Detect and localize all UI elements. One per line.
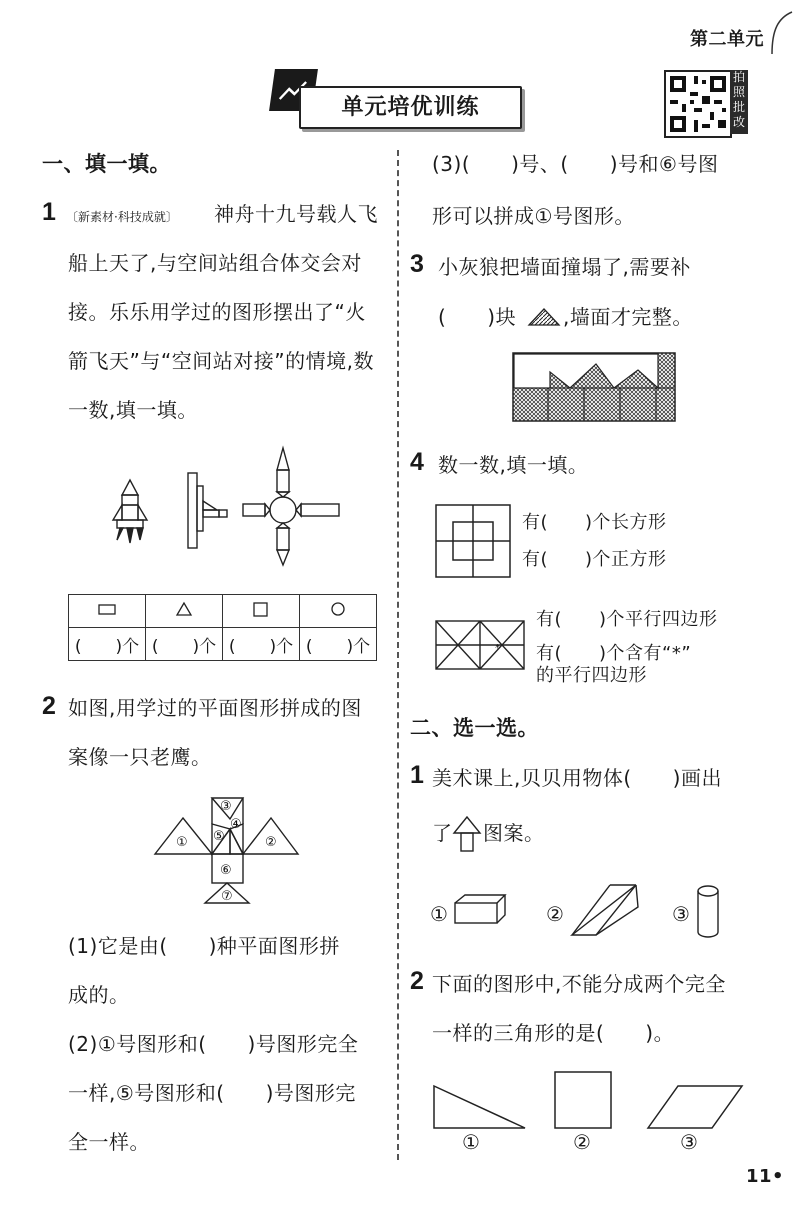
rocket-square [122, 495, 138, 505]
option-label[interactable]: ② [573, 1130, 592, 1154]
option-label[interactable]: ① [462, 1130, 481, 1154]
figure-label: ⑦ [221, 889, 233, 904]
hatched-triangle-icon [527, 305, 561, 327]
broken-wall-figure [512, 352, 676, 422]
answer-cell[interactable]: ( )个 [300, 628, 377, 661]
question-text: 一样的三角形的是( )。 [432, 1021, 675, 1045]
cuboid-option[interactable] [453, 893, 509, 927]
rocket-station-figure [100, 440, 390, 585]
column-divider [397, 150, 399, 1160]
rocket-nose-triangle [122, 480, 138, 495]
option-label[interactable]: ③ [680, 1130, 699, 1154]
answer-cell[interactable]: ( )个 [69, 628, 146, 661]
rectangle-icon [97, 602, 117, 616]
question-text: 美术课上,贝贝用物体( )画出 [432, 766, 722, 790]
question-text: 了 [432, 821, 453, 845]
rocket-body-rect [122, 505, 138, 520]
table-header-cell [300, 595, 377, 628]
unit-label: 第二单元 [690, 29, 764, 50]
question-text: 接。乐乐用学过的图形摆出了“火 [68, 300, 366, 324]
parallelogram-option[interactable] [646, 1082, 744, 1132]
house-shape-icon [452, 815, 482, 855]
nested-squares-figure [434, 503, 514, 579]
figure-label: ② [265, 835, 277, 850]
shape-count-table [68, 594, 377, 661]
option-label[interactable]: ② [546, 902, 565, 926]
section-heading-choose: 二、选一选。 [410, 716, 539, 740]
cylinder-option[interactable] [696, 884, 722, 940]
square-icon [251, 601, 271, 617]
eagle-figure [150, 790, 305, 910]
table-header-cell [223, 595, 300, 628]
answer-blank[interactable]: 有( )个含有“*” [536, 643, 692, 664]
question-text: 船上天了,与空间站组合体交会对 [68, 251, 362, 275]
sub-question: 形可以拼成①号图形。 [432, 204, 635, 228]
triangle-icon [174, 601, 194, 617]
question-number: 1 [42, 198, 57, 226]
question-number: 2 [42, 692, 57, 720]
figure-label: ① [176, 835, 188, 850]
question-text: 案像一只老鹰。 [68, 745, 212, 769]
table-header-cell [146, 595, 223, 628]
question-text: 小灰狼把墙面撞塌了,需要补 [438, 255, 691, 279]
sub-question: 全一样。 [68, 1130, 150, 1154]
square-option[interactable] [553, 1070, 613, 1130]
sub-question: (1)它是由( )种平面图形拼 [68, 934, 340, 958]
question-text: 箭飞天”与“空间站对接”的情境,数 [68, 349, 374, 373]
figure-label: ④ [230, 817, 242, 832]
question-number: 4 [410, 448, 425, 476]
qr-code[interactable] [664, 70, 732, 138]
answer-blank[interactable]: 有( )个长方形 [522, 512, 667, 533]
table-header-cell [69, 595, 146, 628]
question-text: 一数,填一填。 [68, 398, 198, 422]
figure-label: ⑥ [220, 863, 232, 878]
triangular-prism-option[interactable] [570, 883, 642, 939]
question-text: 下面的图形中,不能分成两个完全 [432, 972, 726, 996]
figure-label: ⑤ [213, 829, 225, 844]
section-heading-fill: 一、填一填。 [42, 152, 171, 176]
star-mark: * [495, 643, 500, 654]
answer-text: 的平行四边形 [536, 665, 647, 686]
question-number: 3 [410, 250, 425, 278]
question-number: 2 [410, 967, 425, 995]
sub-question: 成的。 [68, 983, 130, 1007]
question-text: 图案。 [483, 821, 545, 845]
answer-cell[interactable]: ( )个 [146, 628, 223, 661]
answer-blank[interactable]: 有( )个正方形 [522, 549, 667, 570]
page-number: 11• [746, 1166, 785, 1187]
answer-cell[interactable]: ( )个 [223, 628, 300, 661]
question-text: 数一数,填一填。 [438, 453, 589, 477]
answer-blank[interactable]: 有( )个平行四边形 [536, 609, 718, 630]
question-text: ,墙面才完整。 [563, 305, 693, 329]
question-number: 1 [410, 761, 425, 789]
corner-decoration [764, 10, 794, 60]
page-title: 单元培优训练 [299, 86, 522, 129]
question-text: 如图,用学过的平面图形拼成的图 [68, 696, 362, 720]
option-label[interactable]: ① [430, 902, 449, 926]
question-text: ( )块 [438, 305, 517, 329]
circle-icon [328, 601, 348, 617]
sub-question: (2)①号图形和( )号图形完全 [68, 1032, 359, 1056]
right-triangle-option[interactable] [432, 1082, 528, 1132]
option-label[interactable]: ③ [672, 902, 691, 926]
sub-question: 一样,⑤号图形和( )号图形完 [68, 1081, 356, 1105]
figure-label: ③ [220, 799, 232, 814]
sub-question: (3)( )号、( )号和⑥号图 [432, 152, 719, 176]
parallelogram-grid-figure [434, 619, 526, 671]
question-tag: 〔新素材·科技成就〕 [66, 210, 178, 224]
qr-side-label: 拍照批改 [730, 70, 748, 134]
question-text: 神舟十九号载人飞 [214, 202, 378, 226]
